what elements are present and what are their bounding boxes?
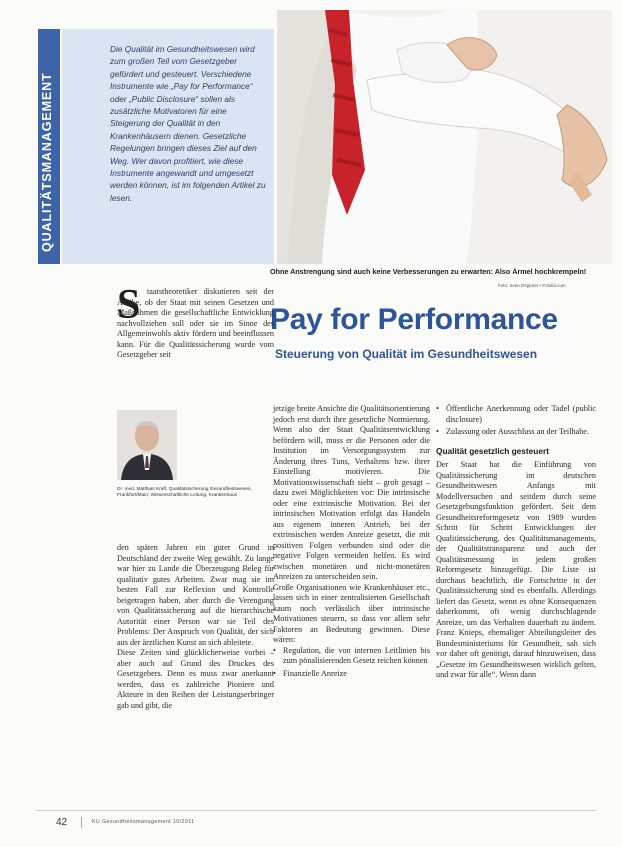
- section-label: QUALITÄTSMANAGEMENT: [40, 72, 54, 252]
- col3-paragraph: Der Staat hat die Einführung von Qualitätssicherung im deutschen Gesundheitswesen Anfangs mit Modellversuchen und seitdem durch seine Gesetzgebungsfunktion gefördert. Seit dem Gesundheitsreformgesetz von 1989 wurden Schritt für Schritt Entwicklungen der Qualitätssicherung, des Qualitätsmanagements, der Qualitätstransparenz und auch der Qualitätsmessung in jedem großen Reformgesetz hinzugefügt. Die Liste ist durchaus beachtlich, die Fortschritte in der Qualitätssicherung sind es ebenfalls. Allerdings liefert das Gesetz, wenn es ohne Konsequenzen daherkommt, oft wenig durchschlagende Anreize, um das Verhalten dauerhaft zu ändern. Franz Knieps, ehemaliger Abteilungsleiter des Bundesministeriums für Gesundheit, sah sich vor daher oft genötigt, darauf hinzuweisen, dass „Gesetze im Gesundheitswesen wirklich gelten, und zwar für alle“. Wenn dann: [436, 460, 596, 679]
- intro-text: Die Qualität im Gesundheitswesen wird zum großen Teil vom Gesetzgeber gefördert und gesteuert. Verschiedene Instrumente wie „Pay for Performance“ oder „Public Disclosure“ sollen als zusätzliche Motivatoren für eine Steigerung der Qualität in den Krankenhäusern dienen. Gesetzliche Regelungen bringen dieses Ziel auf den Weg. Wer davon profitiert, wie diese Instrumente angewandt und umgesetzt werden können, ist im folgenden Artikel zu lesen.: [110, 44, 266, 203]
- photo-caption: Ohne Anstrengung sind auch keine Verbesserungen zu erwarten: Also Ärmel hochkrempeln!: [270, 267, 587, 276]
- article-column-3: [436, 404, 596, 681]
- cover-photo: [277, 10, 612, 264]
- businessman-photo: [277, 10, 612, 264]
- col2-bullet-2: • Finanzielle Anreize: [273, 669, 430, 680]
- photo-credit: Foto: Sven Deppner • Fotolia.com: [498, 283, 566, 288]
- footer-separator: [81, 817, 82, 828]
- page-number: 42: [56, 817, 68, 828]
- author-caption: Dr. med. Matthias Kraft, Qualitätssicherung Gesundheitswesen, Frankfurt/Main; Wissenschaftliche Leitung, Krankenhaus: [117, 487, 252, 498]
- article-subtitle: Steuerung von Qualität im Gesundheitswesen: [275, 347, 538, 361]
- footer-source: KU Gesundheitsmanagement 10/2011: [92, 819, 195, 825]
- article-column-2: [273, 404, 430, 681]
- drop-cap: S: [117, 282, 141, 328]
- col3-bullet-1: • Öffentliche Anerkennung oder Tadel (public disclosure): [436, 404, 596, 425]
- lead-text: taatstheoretiker diskutieren seit der Antike, ob der Staat mit seinen Gesetzen und Maßnahmen die gesellschaftliche Entwicklung nachvollziehen soll oder sie im Sinne des Allgemeinwohls aktiv fördern und beeinflussen kann. Für die Qualitätssicherung wurde vom Gesetzgeber seit: [117, 287, 274, 359]
- col1-paragraph-1: den späten Jahren ein guter Grund in Deutschland der zweite Weg gewählt. Zu lange war hier zu Lande die Überzeugung Beleg für qualitativ gutes Arbeiten. Zwar mag sie im besten Fall zur Reflexion und Kontrolle beigetragen haben, aber durch die Verengung von Qualitätssicherung auf die hierarchische Autorität einer Person war sie Teil des Problems: Der Anspruch von Qualität, der sich aus der ärztlichen Kunst an sich ableitete.: [117, 543, 274, 647]
- col2-bullet-1: • Regulation, die von internen Leitlinien bis zum pönalisierenden Gesetz reichen können: [273, 646, 430, 667]
- col3-subheading: Qualität gesetzlich gesteuert: [436, 445, 549, 456]
- col3-bullet-2: • Zulassung oder Ausschluss an der Teilhabe.: [436, 427, 596, 438]
- author-portrait-image: [117, 410, 177, 480]
- col2-paragraph-2: Große Organisationen wie Krankenhäuser etc., lassen sich in einer zentralisierten Gesellschaft kaum noch verlässlich über intrinsische Motivationen steuern, so dass vor allem sehr Faktoren an Bedeutung gewinnen. Diese wären:: [273, 582, 430, 644]
- col1-paragraph-2: Diese Zeiten sind glücklicherweise vorbei – aber auch auf Grund des Druckes des Gesetzgebers. Denn es muss zwar anerkannt werden, dass es zahlreiche Pioniere und Akteure in den Reihen der Leistungserbringer gab und gibt, die: [117, 648, 274, 710]
- lead-paragraph: [117, 282, 274, 361]
- author-photo: [117, 410, 177, 480]
- col2-paragraph-1: jetzige breite Ansichte die Qualitätsorientierung jedoch erst durch ihre gesetzliche Normierung. Wenn also der Staat Qualitätsentwicklung befördern will, muss er die Personen oder die Institution im Versorgungssystem zur Änderung ihres Tuns, Verhaltens bzw. ihrer Einstellung motivieren. Die Motivationswissenschaft sieht – grob gesagt – dazu zwei Möglichkeiten vor: Die intrinsische oder eine extrinsische Motivation. Bei der intrinsischen Motivation erfolgt das Handeln aus eigenem inneren Antrieb, bei der extrinsischen werden Anreize gesetzt, die mit positiven Folgen verbunden sind oder die negative Folgen vermeiden helfen. Es wird zwischen monetären und nicht-monetären Anreizen zu unterscheiden sein.: [273, 404, 430, 581]
- article-column-1: [117, 543, 274, 711]
- footer-divider: [36, 810, 596, 811]
- article-title: Pay for Performance: [270, 303, 558, 336]
